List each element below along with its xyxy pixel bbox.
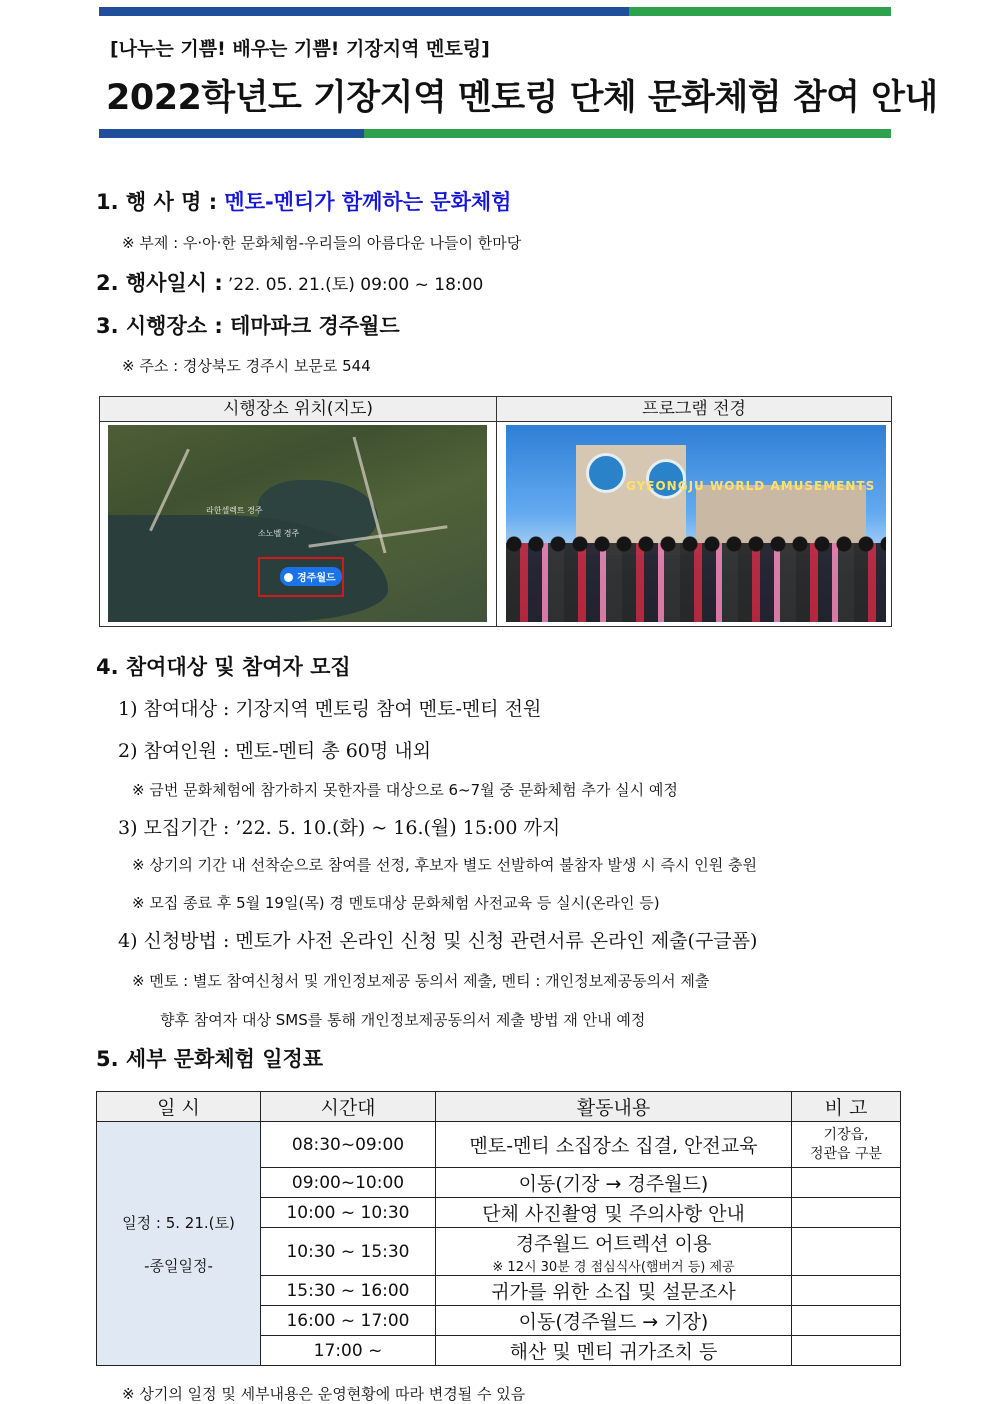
time-cell: 08:30~09:00 bbox=[261, 1122, 436, 1168]
section4-note2: ※ 금번 문화체험에 참가하지 못한자를 대상으로 6~7월 중 문화체험 추가 실시 예정 bbox=[132, 781, 678, 799]
activity-cell: 멘토-멘티 소집장소 집결, 안전교육 bbox=[436, 1122, 792, 1168]
activity-cell: 이동(경주월드 → 기장) bbox=[436, 1306, 792, 1336]
section2-line bbox=[96, 267, 483, 297]
col-header-remark: 비 고 bbox=[792, 1092, 901, 1122]
activity-subnote: ※ 12시 30분 경 점심식사(햄버거 등) 제공 bbox=[492, 1259, 735, 1275]
schedule-date-note: -종일일정- bbox=[144, 1256, 213, 1275]
section4-heading: 4. 참여대상 및 참여자 모집 bbox=[96, 655, 351, 679]
table-row bbox=[97, 1122, 901, 1168]
schedule-footnote: ※ 상기의 일정 및 세부내용은 운영현황에 따라 변경될 수 있음 bbox=[122, 1385, 526, 1403]
remark-cell bbox=[792, 1228, 901, 1276]
activity-cell: 단체 사진촬영 및 주의사항 안내 bbox=[436, 1198, 792, 1228]
col-header-activity: 활동내용 bbox=[436, 1092, 792, 1122]
remark-cell bbox=[792, 1276, 901, 1306]
section3-label: 3. 시행장소 : 테마파크 경주월드 bbox=[96, 314, 400, 338]
document-subtitle: [나누는 기쁨! 배우는 기쁨! 기장지역 멘토링] bbox=[110, 38, 490, 60]
section4-note4a: ※ 멘토 : 별도 참여신청서 및 개인정보제공 동의서 제출, 멘티 : 개인정보제공동의서 제출 bbox=[132, 972, 710, 990]
activity-cell: 경주월드 어트렉션 이용 ※ 12시 30분 경 점심식사(햄버거 등) 제공 bbox=[436, 1228, 792, 1276]
schedule-date: 일정 : 5. 21.(토) bbox=[122, 1213, 235, 1232]
section1-note: ※ 부제 : 우·아·한 문화체험-우리들의 아름다운 나들이 한마당 bbox=[122, 234, 522, 252]
top-color-bar bbox=[99, 7, 891, 16]
time-cell: 15:30 ~ 16:00 bbox=[261, 1276, 436, 1306]
schedule-table bbox=[96, 1091, 901, 1366]
remark-cell bbox=[792, 1168, 901, 1198]
map-label-lahan: 라한셀렉트 경주 bbox=[206, 506, 263, 515]
section3-note: ※ 주소 : 경상북도 경주시 보문로 544 bbox=[122, 357, 371, 375]
section4-note3b: ※ 모집 종료 후 5월 19일(목) 경 멘토대상 문화체험 사전교육 등 실시(온라인 등) bbox=[132, 894, 660, 912]
remark-cell: 기장읍, 정관읍 구분 bbox=[792, 1122, 901, 1168]
location-pin-icon bbox=[284, 573, 293, 582]
section4-item2: 2) 참여인원 : 멘토-멘티 총 60명 내외 bbox=[118, 740, 431, 762]
venue-image-table bbox=[99, 396, 892, 627]
time-cell: 09:00~10:00 bbox=[261, 1168, 436, 1198]
program-photo bbox=[506, 425, 886, 622]
document-title: 2022학년도 기장지역 멘토링 단체 문화체험 참여 안내 bbox=[106, 78, 938, 118]
section5-heading: 5. 세부 문화체험 일정표 bbox=[96, 1047, 324, 1071]
remark-cell bbox=[792, 1336, 901, 1366]
time-cell: 10:30 ~ 15:30 bbox=[261, 1228, 436, 1276]
activity-cell: 귀가를 위한 소집 및 설문조사 bbox=[436, 1276, 792, 1306]
col-header-date: 일 시 bbox=[97, 1092, 261, 1122]
remark-cell bbox=[792, 1198, 901, 1228]
map-label-sono: 소노벨 경주 bbox=[258, 529, 300, 538]
col-header-time: 시간대 bbox=[261, 1092, 436, 1122]
section1-value: 멘토-멘티가 함께하는 문화체험 bbox=[224, 190, 512, 214]
park-sign-text: GYEONGJU WORLD AMUSEMENTS bbox=[626, 479, 876, 493]
time-cell: 16:00 ~ 17:00 bbox=[261, 1306, 436, 1336]
section4-note4b: 향후 참여자 대상 SMS를 통해 개인정보제공동의서 제출 방법 재 안내 예정 bbox=[160, 1011, 646, 1029]
map-column-header: 시행장소 위치(지도) bbox=[100, 397, 497, 422]
activity-cell: 해산 및 멘티 귀가조치 등 bbox=[436, 1336, 792, 1366]
section1-line bbox=[96, 186, 511, 216]
time-cell: 10:00 ~ 10:30 bbox=[261, 1198, 436, 1228]
section2-value: ’22. 05. 21.(토) 09:00 ~ 18:00 bbox=[227, 275, 484, 295]
section2-label: 2. 행사일시 : bbox=[96, 271, 223, 295]
schedule-date-cell bbox=[97, 1122, 261, 1366]
activity-cell: 이동(기장 → 경주월드) bbox=[436, 1168, 792, 1198]
section4-item4: 4) 신청방법 : 멘토가 사전 온라인 신청 및 신청 관련서류 온라인 제출(구글폼) bbox=[118, 930, 758, 952]
venue-map-image bbox=[108, 425, 487, 622]
section4-item3: 3) 모집기간 : ’22. 5. 10.(화) ~ 16.(월) 15:00 까지 bbox=[118, 817, 561, 839]
map-pin: 경주월드 bbox=[280, 567, 342, 586]
section1-label: 1. 행 사 명 : bbox=[96, 190, 218, 214]
bottom-color-bar bbox=[99, 129, 891, 138]
remark-cell bbox=[792, 1306, 901, 1336]
section4-note3a: ※ 상기의 기간 내 선착순으로 참여를 선정, 후보자 별도 선발하여 불참자 발생 시 즉시 인원 충원 bbox=[132, 856, 757, 874]
time-cell: 17:00 ~ bbox=[261, 1336, 436, 1366]
schedule-header-row bbox=[97, 1092, 901, 1122]
section4-item1: 1) 참여대상 : 기장지역 멘토링 참여 멘토-멘티 전원 bbox=[118, 698, 542, 720]
photo-column-header: 프로그램 전경 bbox=[497, 397, 891, 422]
